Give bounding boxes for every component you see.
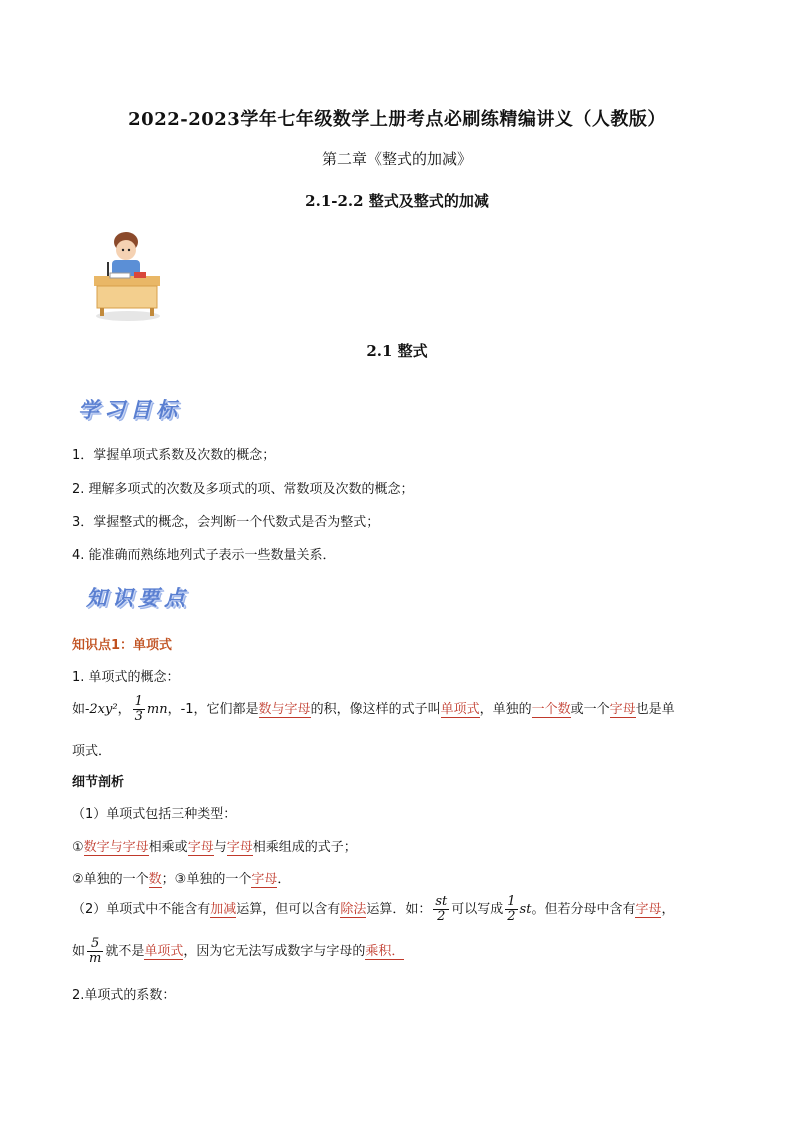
learning-goals-caption: 学习目标: [78, 398, 182, 422]
detail-2-continued: 如 $\frac{5}{m}$ 就不是单项式，因为它无法写成数字与字母的乘积．: [72, 936, 405, 966]
expression: -2xy²: [85, 702, 118, 717]
goal-1: 1．掌握单项式系数及次数的概念；: [72, 448, 276, 463]
detail-1b: ②单独的一个数；③单独的一个字母．: [72, 872, 291, 887]
detail-2: （2）单项式中不能含有加减运算，但可以含有除法运算．如： $\frac{st}{2}$ 可以写成 $\frac{1}{2}$ st。但若分母中含有字母，: [72, 894, 675, 924]
goal-4: 4. 能准确而熟练地列式子表示一些数量关系．: [72, 548, 336, 563]
goal-2: 2. 理解多项式的次数及多项式的项、常数项及次数的概念；: [72, 482, 414, 497]
knowledge-point-1-heading: 知识点1：单项式: [72, 638, 173, 653]
detail-analysis-heading: 细节剖析: [72, 775, 125, 790]
goal-3: 3．掌握整式的概念，会判断一个代数式是否为整式；: [72, 515, 380, 530]
student-illustration: [88, 228, 168, 323]
chapter-title: 第二章《整式的加减》: [321, 150, 472, 168]
monomial-example-line-2: 项式．: [72, 744, 112, 759]
monomial-concept-heading: 1. 单项式的概念：: [72, 670, 180, 685]
detail-1: （1）单项式包括三种类型：: [72, 807, 237, 822]
section-range-title: 2.1-2.2 整式及整式的加减: [305, 192, 489, 210]
monomial-example-line: 如-2xy²， $\frac{1}{3}$ mn，-1，它们都是数与字母的积，像这样的式子叫单项式，单独的一个数或一个字母也是单: [72, 694, 675, 724]
document-title: 2022-2023学年七年级数学上册考点必刷练精编讲义（人教版）: [128, 109, 666, 130]
knowledge-points-caption: 知识要点: [86, 586, 190, 610]
fraction: $\frac{st}{2}$: [435, 894, 448, 924]
fraction: $\frac{5}{m}$: [89, 936, 102, 966]
detail-1a: ①数字与字母相乘或字母与字母相乘组成的式子；: [72, 840, 357, 855]
section-title: 2.1 整式: [366, 342, 428, 360]
fraction: $\frac{1}{3}$: [134, 694, 143, 724]
fraction: $\frac{1}{2}$: [507, 894, 516, 924]
monomial-coefficient-heading: 2.单项式的系数：: [72, 988, 176, 1003]
